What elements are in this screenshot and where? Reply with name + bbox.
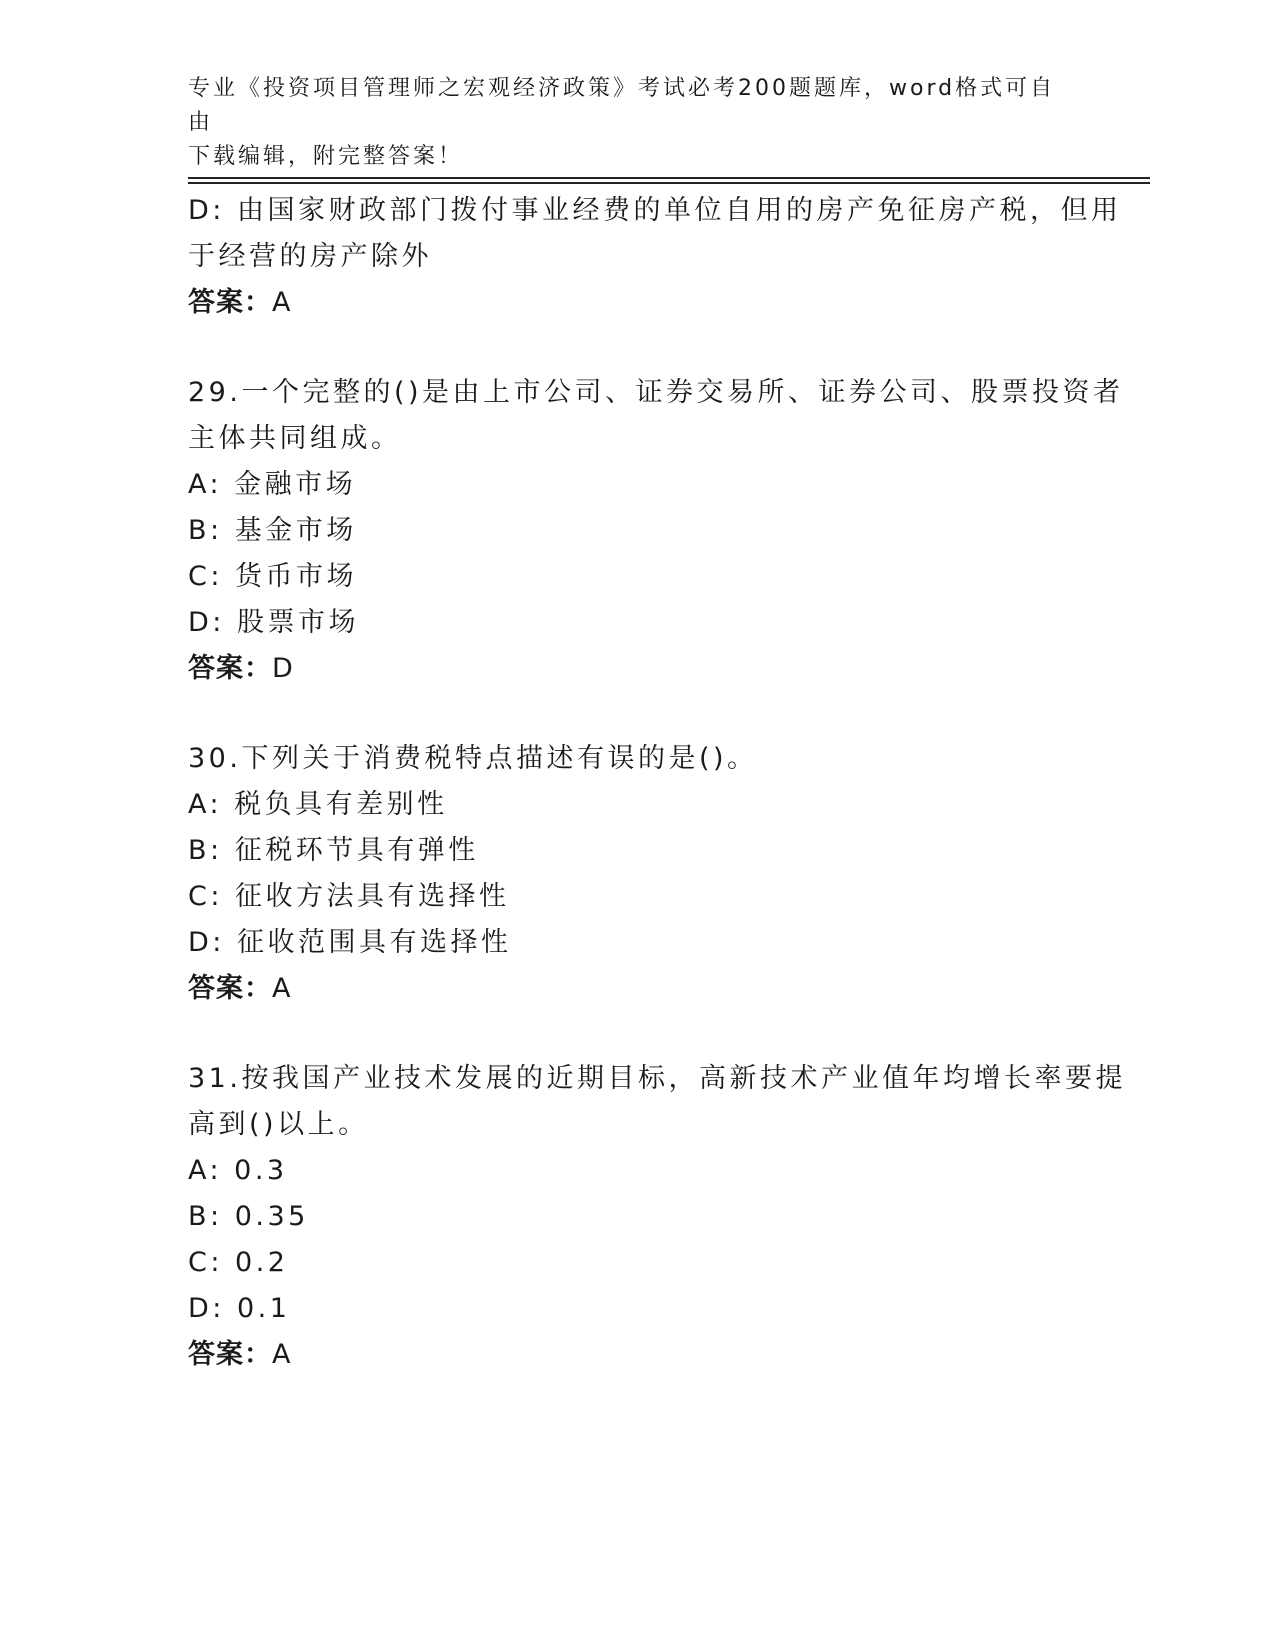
answer-line xyxy=(188,1332,1088,1378)
answer-line xyxy=(188,966,1088,1012)
question-31 xyxy=(188,1056,1126,1378)
spacer xyxy=(188,326,1088,370)
spacer xyxy=(188,692,1088,736)
answer-line xyxy=(188,280,1088,326)
answer-label: 答案： xyxy=(188,1339,272,1370)
question-stem: 30.下列关于消费税特点描述有误的是()。 xyxy=(188,743,758,774)
answer-value: A xyxy=(272,973,292,1004)
answer-value: A xyxy=(272,1339,292,1370)
header-line-1: 专业《投资项目管理师之宏观经济政策》考试必考200题题库，word格式可自由 xyxy=(188,76,1056,135)
header-divider-top xyxy=(188,177,1150,179)
question-stem: 29.一个完整的()是由上市公司、证券交易所、证券公司、股票投资者 xyxy=(188,377,1124,408)
option-b: B: 征税环节具有弹性 xyxy=(188,835,479,866)
option-d: D: 由国家财政部门拨付事业经费的单位自用的房产免征房产税，但用 xyxy=(188,195,1122,226)
question-stem-continued: 高到()以上。 xyxy=(188,1109,369,1140)
previous-question-tail xyxy=(188,188,1122,326)
answer-line xyxy=(188,646,1088,692)
question-list xyxy=(188,188,1126,1378)
spacer xyxy=(188,1012,1088,1056)
option-d: D: 股票市场 xyxy=(188,607,359,638)
answer-label: 答案： xyxy=(188,287,272,318)
option-b: B: 基金市场 xyxy=(188,515,357,546)
option-c: C: 货币市场 xyxy=(188,561,358,592)
option-a: A: 0.3 xyxy=(188,1155,288,1186)
option-a: A: 金融市场 xyxy=(188,469,357,500)
question-29 xyxy=(188,370,1124,692)
option-c: C: 征收方法具有选择性 xyxy=(188,881,510,912)
answer-value: A xyxy=(272,287,292,318)
question-stem-continued: 主体共同组成。 xyxy=(188,423,402,454)
option-d: D: 征收范围具有选择性 xyxy=(188,927,512,958)
answer-label: 答案： xyxy=(188,973,272,1004)
question-30 xyxy=(188,736,1088,1012)
document-header xyxy=(188,72,1078,174)
header-divider-bottom xyxy=(188,182,1150,184)
answer-value: D xyxy=(272,653,294,684)
answer-label: 答案： xyxy=(188,653,272,684)
header-line-2: 下载编辑，附完整答案！ xyxy=(188,144,464,169)
option-a: A: 税负具有差别性 xyxy=(188,789,448,820)
question-stem: 31.按我国产业技术发展的近期目标，高新技术产业值年均增长率要提 xyxy=(188,1063,1126,1094)
option-d-continued: 于经营的房产除外 xyxy=(188,241,432,272)
option-c: C: 0.2 xyxy=(188,1247,289,1278)
option-b: B: 0.35 xyxy=(188,1201,309,1232)
option-d: D: 0.1 xyxy=(188,1293,291,1324)
